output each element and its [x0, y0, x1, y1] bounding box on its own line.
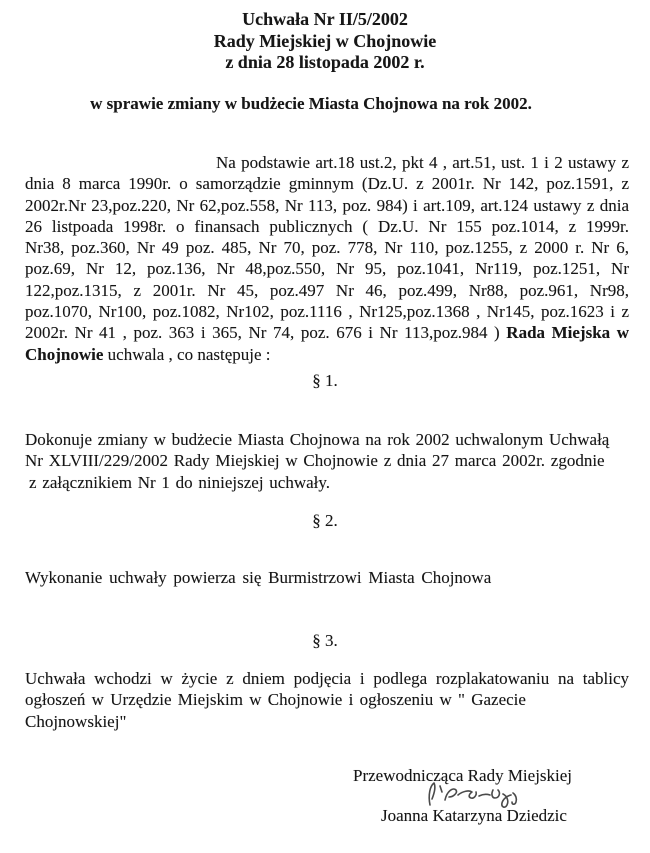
legal-basis-line: Nr38, poz.360, Nr 49 poz. 485, Nr 70, poz. 778, Nr 110, poz.1255, z 2000 r. Nr 6, — [25, 238, 629, 258]
title-line-date: z dnia 28 listopada 2002 r. — [225, 52, 425, 72]
legal-basis-line: Na podstawie art.18 ust.2, pkt 4 , art.51, ust. 1 i 2 ustawy z — [216, 153, 629, 172]
section-3-paragraph — [25, 668, 629, 732]
document-title — [0, 9, 650, 74]
section-1-paragraph — [25, 429, 629, 493]
section-1-line: Nr XLVIII/229/2002 Rady Miejskiej w Chojnowie z dnia 27 marca 2002r. zgodnie — [25, 451, 605, 471]
section-3-mark: § 3. — [312, 631, 338, 650]
council-name-bold: Chojnowie — [25, 344, 104, 364]
title-line-council: Rady Miejskiej w Chojnowie — [213, 30, 437, 51]
legal-basis-line: poz.1070, Nr100, poz.1082, Nr102, poz.1116 , Nr125,poz.1368 , Nr145, poz.1623 i z — [25, 302, 629, 322]
council-name-bold: Rada Miejska w — [506, 323, 629, 343]
signature-name: Joanna Katarzyna Dziedzic — [381, 806, 567, 825]
title-line-number: Uchwała Nr II/5/2002 — [242, 9, 408, 29]
legal-basis-text: 2002r. Nr 41 , poz. 363 i 365, Nr 74, poz. 676 i Nr 113,poz.984 ) — [25, 323, 507, 343]
section-1-line: z załącznikiem Nr 1 do niniejszej uchwały. — [29, 472, 331, 492]
section-2-paragraph — [25, 567, 629, 588]
legal-basis-line: 26 listpoada 1998r. o finansach publicznych ( Dz.U. Nr 155 poz.1014, z 1999r. — [25, 216, 629, 236]
legal-basis-line: 2002r.Nr 23,poz.220, Nr 62,poz.558, Nr 113, poz. 984) i art.109, art.124 ustawy z dnia — [25, 195, 629, 215]
section-3-line: Uchwała wchodzi w życie z dniem podjęcia i podlega rozplakatowaniu na tablicy — [25, 669, 629, 688]
section-1-mark: § 1. — [312, 371, 338, 390]
document-subject: w sprawie zmiany w budżecie Miasta Chojnowa na rok 2002. — [90, 94, 532, 113]
legal-basis-line: 122,poz.1315, z 2001r. Nr 45, poz.497 Nr 46, poz.499, Nr88, poz.961, Nr98, — [25, 280, 629, 300]
section-2-mark: § 2. — [312, 511, 338, 530]
legal-basis-line — [25, 322, 629, 343]
section-2-line: Wykonanie uchwały powierza się Burmistrzowi Miasta Chojnowa — [25, 568, 492, 587]
signature-role: Przewodnicząca Rady Miejskiej — [353, 766, 573, 785]
section-3-line: ogłoszeń w Urzędzie Miejskim w Chojnowie i ogłoszeniu w " Gazecie Chojnowskiej" — [25, 690, 526, 731]
legal-basis-line: dnia 8 marca 1990r. o samorządzie gminnym (Dz.U. z 2001r. Nr 142, poz.1591, z — [25, 174, 629, 194]
legal-basis-line: poz.69, Nr 12, poz.136, Nr 48,poz.550, Nr 95, poz.1041, Nr119, poz.1251, Nr — [25, 259, 629, 279]
legal-basis-paragraph — [25, 152, 629, 365]
legal-basis-text: uchwala , co następuje : — [103, 344, 271, 364]
legal-basis-line — [25, 344, 629, 365]
section-1-line: Dokonuje zmiany w budżecie Miasta Chojnowa na rok 2002 uchwalonym Uchwałą — [25, 430, 610, 449]
